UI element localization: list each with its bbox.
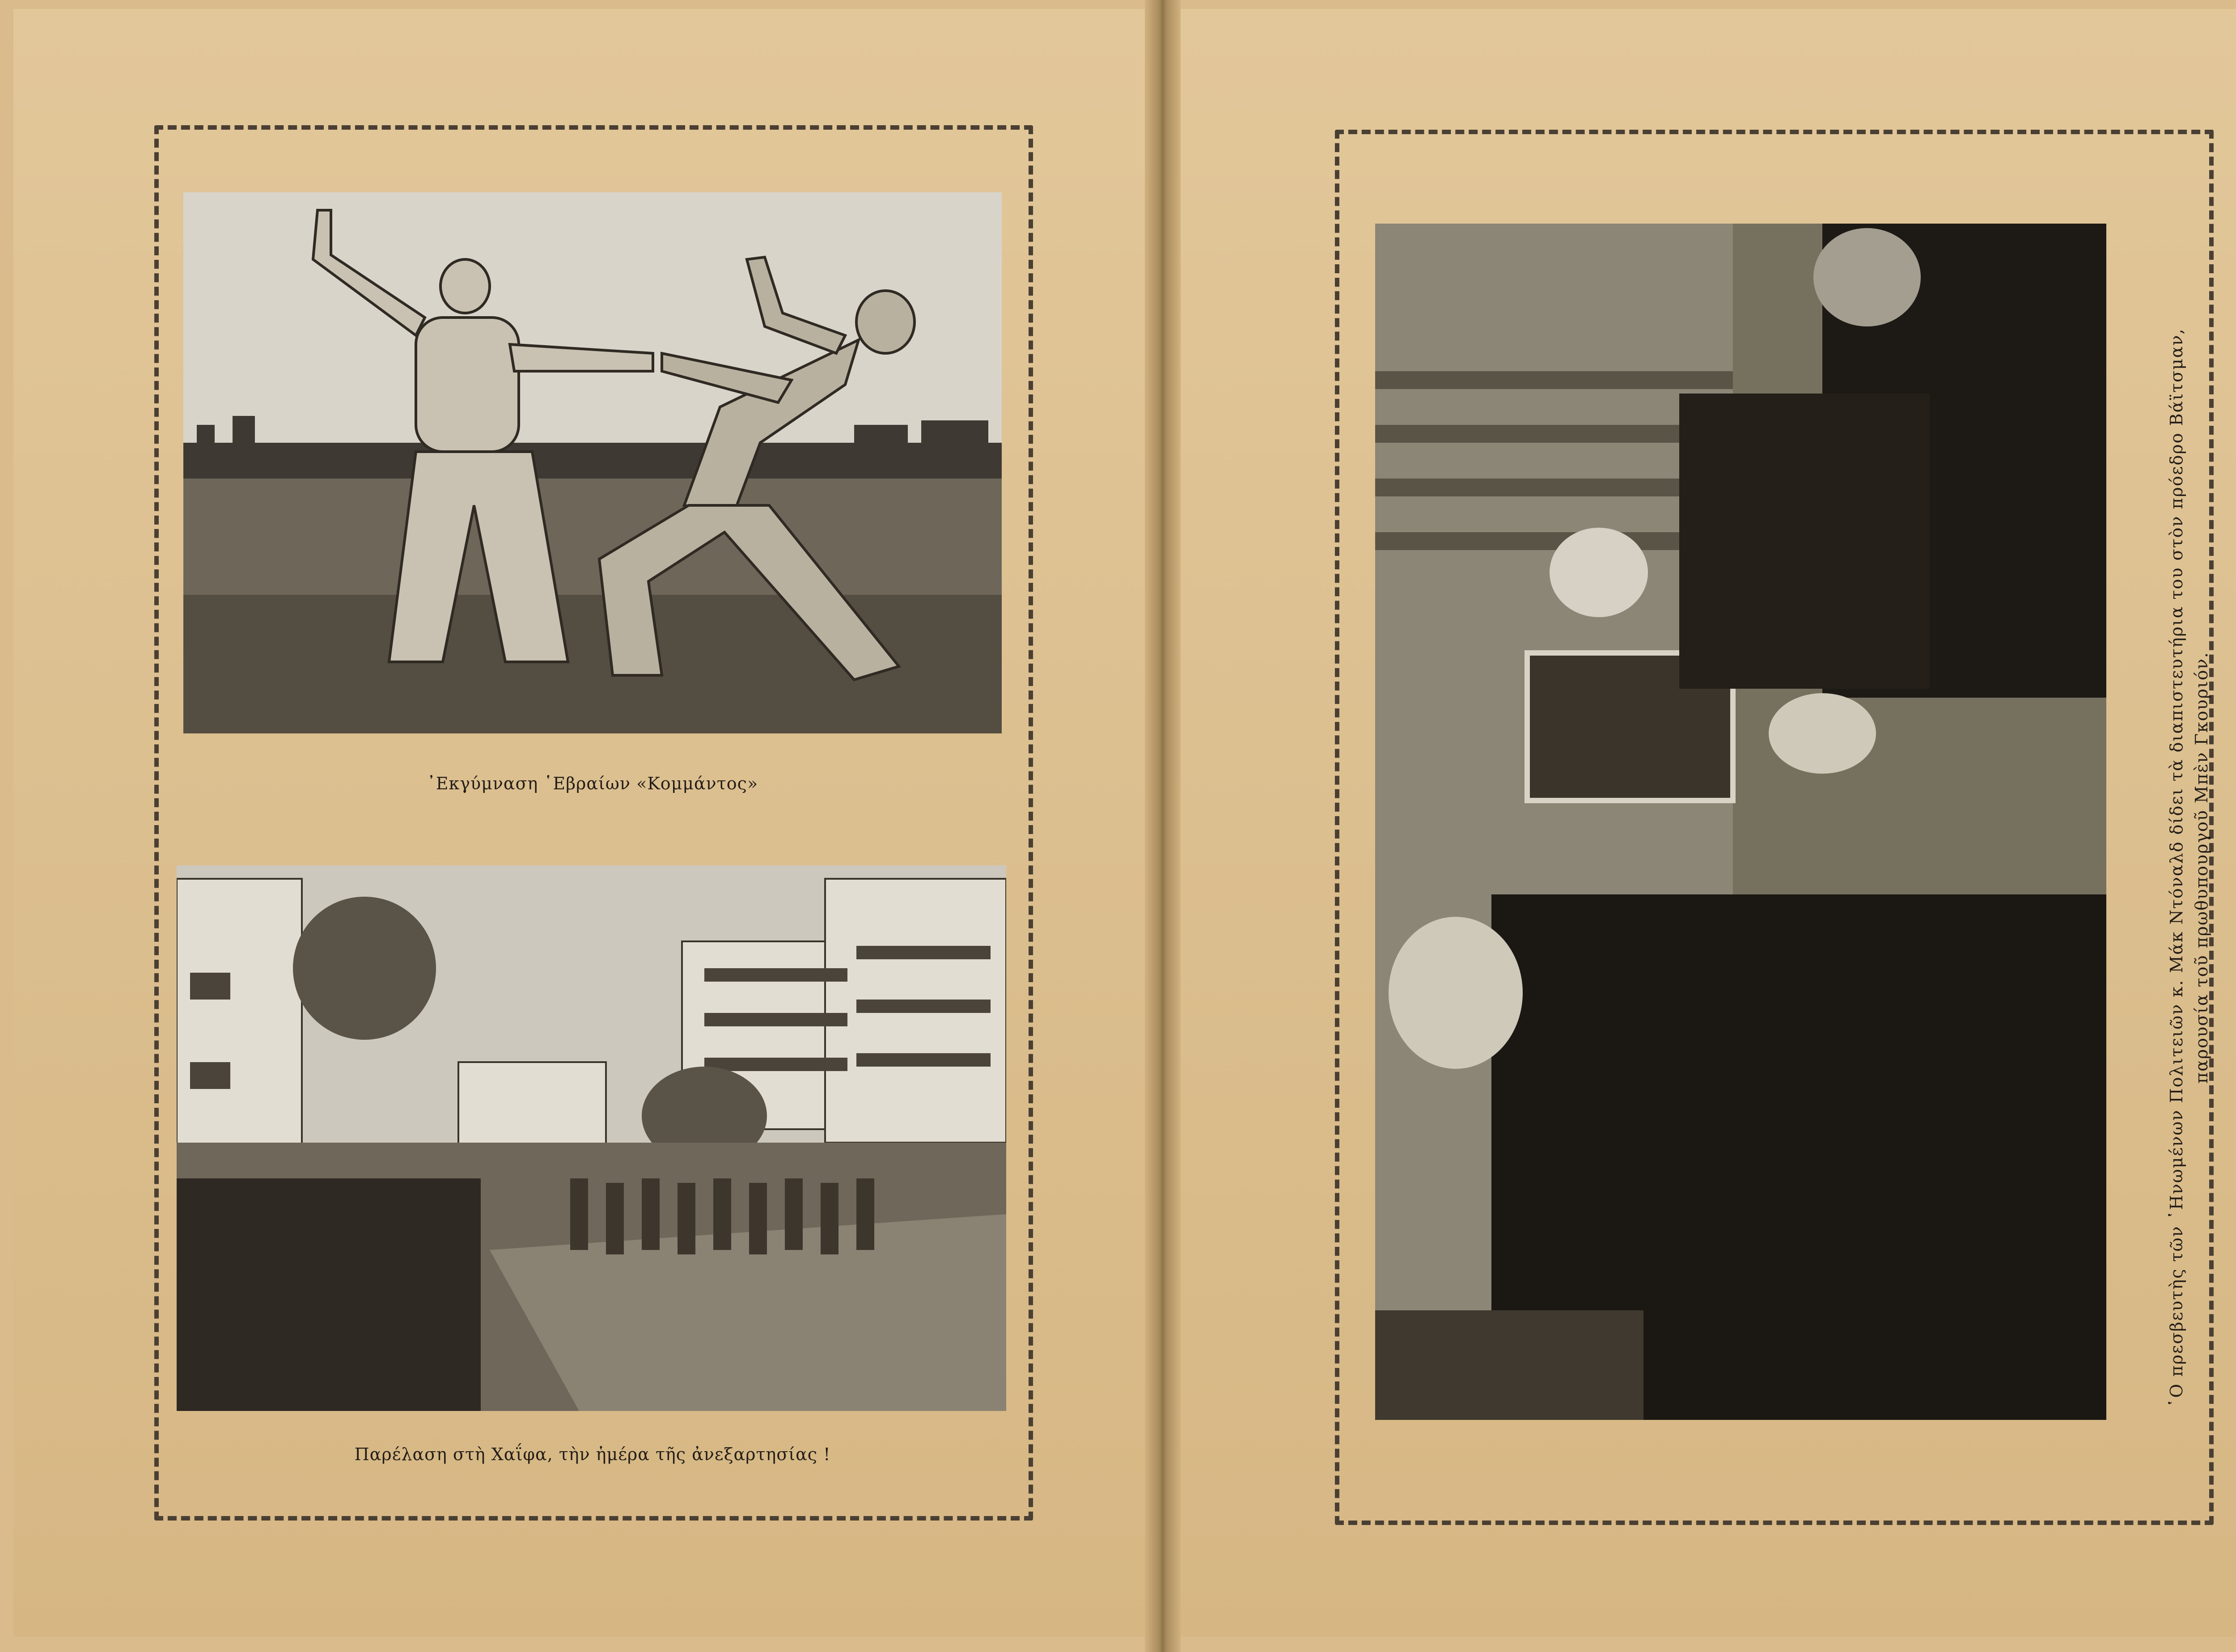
credentials-ceremony-photo [1375, 224, 2106, 1420]
ceremony-illustration [1375, 224, 2106, 1420]
training-caption: ᾿Εκγύμναση ῾Εβραίων «Κομμάντος» [427, 774, 758, 793]
book-gutter [1145, 0, 1181, 1652]
haifa-parade-photo [177, 865, 1006, 1411]
commando-training-photo [183, 192, 1002, 733]
ceremony-caption-line-2: παρουσία τοῦ πρωθυπουργοῦ Μπὲν Γκουριόν. [2192, 652, 2211, 1084]
parade-caption: Παρέλαση στὴ Χαΐφα, τὴν ἡμέρα τῆς ἀνεξαρτησίας ! [354, 1444, 831, 1464]
parade-illustration [177, 865, 1006, 1411]
commando-training-illustration [183, 192, 1002, 733]
ceremony-caption-line-1: ῾Ο πρεσβευτὴς τῶν ῾Ηνωμένων Πολιτειῶν κ. Μάκ Ντόναλδ δίδει τὰ διαπιστευτήρια του στὸν πρόεδρο Βάϊτσμαν, [2167, 328, 2186, 1407]
ceremony-caption [2138, 224, 2236, 1512]
